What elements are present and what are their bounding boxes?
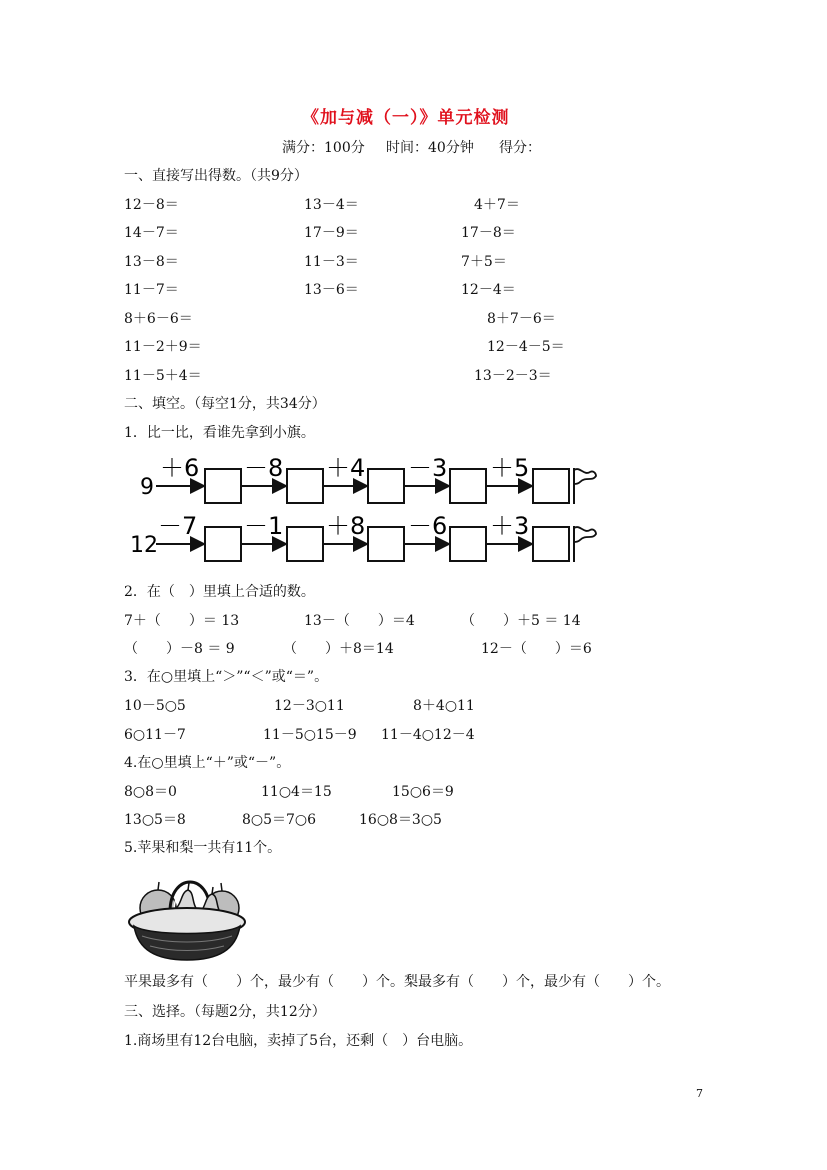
chain1-op: ＋5 — [490, 454, 530, 482]
flag-icon — [574, 526, 596, 562]
calc-item: 12－4＝ — [461, 282, 516, 298]
calc-item: 13－8＝ — [124, 254, 179, 270]
calc-item: 7＋5＝ — [461, 254, 507, 270]
q5-question: 平果最多有（ ）个，最少有（ ）个。梨最多有（ ）个，最少有（ ）个。 — [124, 974, 670, 990]
calc-item: 17－9＝ — [304, 225, 359, 241]
chain1-op: －3 — [408, 454, 448, 482]
answer-box[interactable] — [533, 527, 569, 561]
fill-item: （ ）＋8＝14 — [283, 641, 394, 657]
q4-label: 4.在○里填上“＋”或“－”。 — [124, 755, 291, 771]
q3-label: 3．在○里填上“＞”“＜”或“＝”。 — [124, 669, 329, 685]
operator-item: 15○6＝9 — [392, 784, 454, 800]
fill-item: 13－（ ）＝4 — [304, 613, 415, 629]
chain2-start: 12 — [130, 533, 158, 558]
compare-item: 11－5○15－9 — [263, 727, 357, 743]
number-chain-diagram — [126, 452, 606, 572]
calc-item: 12－4－5＝ — [487, 339, 565, 355]
answer-box[interactable] — [287, 527, 323, 561]
fill-item: （ ）－8 ＝ 9 — [124, 641, 235, 657]
section2-heading: 二、填空。（每空1分，共34分） — [124, 396, 326, 412]
calc-item: 13－4＝ — [304, 197, 359, 213]
chain1-op: －8 — [244, 454, 284, 482]
chain2-op: ＋3 — [490, 512, 530, 540]
time-limit: 时间：40分钟 — [386, 140, 474, 156]
section3-q1: 1.商场里有12台电脑，卖掉了5台，还剩（ ）台电脑。 — [124, 1033, 473, 1049]
compare-item: 10－5○5 — [124, 698, 186, 714]
operator-item: 11○4＝15 — [261, 784, 332, 800]
compare-item: 6○11－7 — [124, 727, 186, 743]
answer-box[interactable] — [368, 527, 404, 561]
calc-item: 8＋7－6＝ — [487, 311, 556, 327]
answer-box[interactable] — [368, 469, 404, 503]
fill-item: 7＋（ ）＝ 13 — [124, 613, 240, 629]
answer-box[interactable] — [287, 469, 323, 503]
answer-box[interactable] — [450, 469, 486, 503]
calc-item: 11－3＝ — [304, 254, 359, 270]
operator-item: 8○5＝7○6 — [242, 812, 317, 828]
q1-label: 1．比一比，看谁先拿到小旗。 — [124, 425, 315, 441]
score-obtained: 得分： — [499, 140, 541, 156]
chain2-op: －1 — [244, 512, 284, 540]
flag-icon — [574, 468, 596, 504]
calc-item: 4＋7＝ — [474, 197, 520, 213]
section3-heading: 三、选择。（每题2分，共12分） — [124, 1004, 326, 1020]
compare-item: 11－4○12－4 — [381, 727, 475, 743]
calc-item: 8＋6－6＝ — [124, 311, 193, 327]
chain1-op: ＋6 — [160, 454, 200, 482]
calc-item: 13－2－3＝ — [474, 368, 552, 384]
calc-item: 12－8＝ — [124, 197, 179, 213]
full-score: 满分：100分 — [282, 140, 365, 156]
chain2-op: ＋8 — [326, 512, 366, 540]
calc-item: 17－8＝ — [461, 225, 516, 241]
calc-item: 11－2＋9＝ — [124, 339, 202, 355]
section1-heading: 一、直接写出得数。（共9分） — [124, 168, 308, 184]
operator-item: 8○8＝0 — [124, 784, 177, 800]
chain1-op: ＋4 — [326, 454, 366, 482]
chain2-op: －6 — [408, 512, 448, 540]
answer-box[interactable] — [205, 527, 241, 561]
calc-item: 13－6＝ — [304, 282, 359, 298]
operator-item: 16○8＝3○5 — [359, 812, 442, 828]
fruit-basket-illustration — [126, 872, 248, 962]
answer-box[interactable] — [205, 469, 241, 503]
answer-box[interactable] — [533, 469, 569, 503]
compare-item: 12－3○11 — [274, 698, 345, 714]
chain2-op: －7 — [158, 512, 198, 540]
compare-item: 8＋4○11 — [413, 698, 475, 714]
q2-label: 2．在（ ）里填上合适的数。 — [124, 584, 315, 600]
operator-item: 13○5＝8 — [124, 812, 186, 828]
fill-item: 12－（ ）＝6 — [481, 641, 592, 657]
page-title: 《加与减（一）》单元检测 — [302, 108, 510, 128]
answer-box[interactable] — [450, 527, 486, 561]
q5-label: 5.苹果和梨一共有11个。 — [124, 840, 282, 856]
fill-item: （ ）＋5 ＝ 14 — [461, 613, 581, 629]
calc-item: 11－7＝ — [124, 282, 179, 298]
page-number: 7 — [696, 1087, 703, 1100]
calc-item: 14－7＝ — [124, 225, 179, 241]
chain1-start: 9 — [140, 475, 154, 500]
calc-item: 11－5＋4＝ — [124, 368, 202, 384]
